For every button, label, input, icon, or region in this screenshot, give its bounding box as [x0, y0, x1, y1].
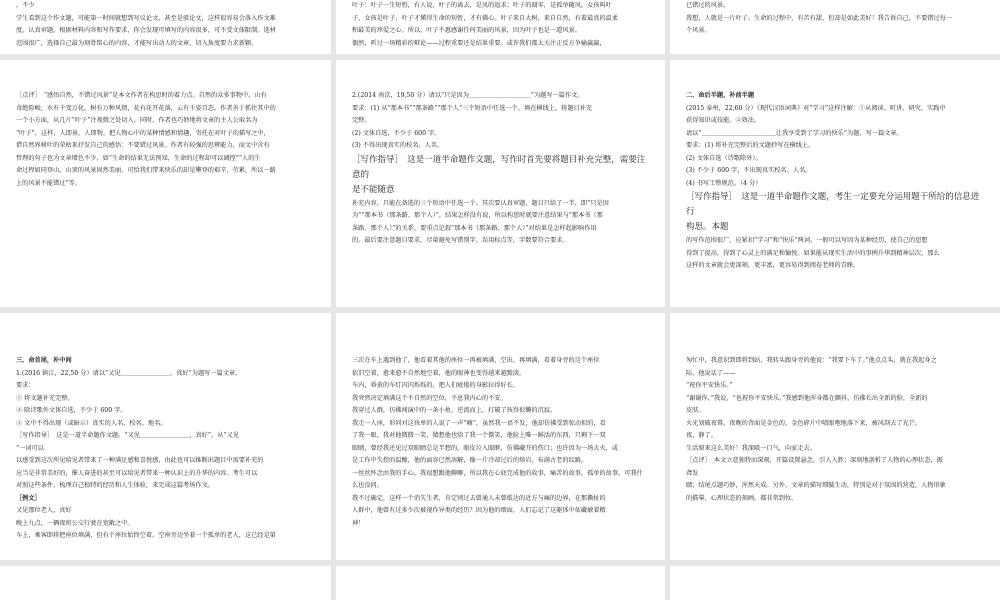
- text-line: 获得知识或技能。②效法。: [686, 117, 761, 124]
- text-line: ［例文］: [16, 494, 41, 502]
- text-line: 为”“那本书（那条路、那个人）”，结果怎样没有说，所以构思时就要注意结果与“那本书（那: [352, 212, 603, 219]
- blank-line: [16, 331, 315, 343]
- text-line: ② 除诗歌外文体自选，不少于 600 字。: [16, 407, 127, 414]
- text-line: 三、命首尾，补中间: [16, 357, 72, 364]
- text-line: (2) 文体自选（诗歌除外）。: [686, 154, 762, 162]
- text-line: 聋发: [686, 469, 699, 477]
- document-page: [670, 566, 1000, 600]
- document-page: [336, 313, 665, 560]
- text-line: 的写作范围很广，应紧扣“学习”和“快乐”两词。一般可以写因为某种经历，使自己的思想: [686, 237, 928, 244]
- document-page: [670, 60, 1000, 307]
- text-line: 得到了提高，得到了心灵上的满足和愉悦。如果能从现实生活中的事例升华到精神层次，那么: [686, 249, 940, 257]
- text-line: 范围很广，选择自己最为刻骨铭心的内容，才能写出动人的文章，切入角度要力求新颖。: [16, 39, 258, 47]
- text-line: 晚上九点，一辆夜班公交行驶在宽敞之中。: [16, 519, 134, 527]
- text-line: 二、命后半题，补前半题: [686, 92, 755, 99]
- text-line: ［点评］ “感悟自然，不错过风景”是本文作者在构思时的着力点。自然的众多事物中，山有: [16, 92, 267, 99]
- text-line: 又见那位老人，真好: [16, 507, 72, 514]
- document-page: [670, 313, 1000, 560]
- text-line: 奇绝险峻，水有千变万化，树有万种风情，花有花开花落，云有千姿百态。作者善于抓住其中的: [16, 104, 276, 112]
- text-line: 上的风景不能错过”等。: [16, 179, 82, 187]
- text-line: ［写作指导］ 这是一道半命题作文题。“又见＿＿＿＿＿＿＿＿，真好”，从“又见: [16, 432, 239, 439]
- text-line: 皮肤。: [686, 407, 705, 414]
- text-line: 命过程如同登山，山顶的风景固然美丽，可恰我们带来快乐的却是攀登的艰辛，劳累，所以一路: [16, 167, 276, 174]
- text-line: 夜，静了。: [686, 432, 717, 439]
- text-line: ”一词可以: [16, 444, 44, 452]
- blank-line: [352, 66, 649, 78]
- document-page: [336, 0, 665, 54]
- document-page: [336, 60, 665, 307]
- text-line: 一个小方面，从几片“叶子”注视微之处切入。同时，作者也巧妙地将文章的主人公取名为: [16, 117, 258, 124]
- text-line: ［写作指导］ 这是一道半命题作文题，考生一定要充分运用题干所给的信息进行: [686, 192, 980, 217]
- text-line: 对照这些条件，梳理自己独特的经历和人生体验，来完成这篇考场作文。: [16, 482, 214, 489]
- text-line: 聩；结尾点题巧妙，浑然天成。另外，文章的描写细腻生动，特别是对于氛围的营造，人物形象: [686, 482, 946, 489]
- text-line: 完整。: [352, 117, 371, 124]
- text-line: (3) 不得出现真实的校名、人名。: [352, 142, 444, 149]
- text-line: 火光划破夜幕，夜晚的背面是金色的，金色碎片中喷眼咆地落下来，被风刮去了光芒。: [686, 419, 922, 427]
- text-line: 了我一眼，我对他微微一笑，猜想他也给了我一个微笑，他脸上唯一鲜活的东西，只剩下一双: [352, 432, 606, 439]
- text-line: 这样的文章就会更深刻，更丰富，更容易得到阅卷老师的青睐。: [686, 262, 860, 269]
- text-line: 生活原来这么美好！我深吸一口气，向家走去。: [686, 444, 816, 452]
- text-line: ① 将文题补充完整。: [16, 394, 74, 402]
- text-line: 人群中，他曾有过多少次被视作异类的经历？因为他的细面，人们忘记了这躯体中依藏敏着精: [352, 507, 606, 514]
- document-page: [0, 60, 331, 307]
- document-page: [0, 313, 331, 560]
- text-line: 偶然，听过一场精彩的辩论——过程重要还是结果重要。或许我们都太关注正反方争输赢赢，: [352, 39, 606, 47]
- text-line: 哲理的句子也为文章增色不少，如“生命的结果无法预知，生命的过程却可以调控”“人的生: [16, 154, 261, 162]
- blank-line: [16, 66, 315, 78]
- text-line: 度。认真审题，根据材料内容和写作要求，你会发现可填写的内容很多，可不受文体限制。选材: [16, 27, 276, 34]
- text-line: 依旧空着，愈来愈不自然地空着，他的眼神也变得越来越黯淡。: [352, 369, 526, 377]
- blank-line: [686, 331, 984, 343]
- text-line: 我不过确定，这样一个消失生者，肯定则过去曾通人未曾抵达的近方与痛的边界，在那撕扯的: [352, 494, 606, 502]
- text-line: 是不能随意: [352, 184, 395, 195]
- text-line: 我穿过人群，仿佛闯演中的一条小鱼，逆流而上，打破了孩得很懒的沉寂。: [352, 407, 557, 414]
- text-line: 借自然界树叶的荣枯来抒发自己的感悟：不要错过风景。作者有较强的思辨能力，而文中含有: [16, 142, 270, 149]
- text-line: ［写作指导］ 这是一道半命题作文题，写作时首先要将题目补充完整，需要注意的: [352, 154, 646, 180]
- text-line: 学生看到这个作文题，可能第一时间就想到写议论文，甚至是驳论文，这样很容易会落入作文难: [16, 14, 276, 22]
- document-page: [0, 0, 331, 54]
- text-line: 际，他说话了——: [686, 369, 736, 377]
- blank-line: [352, 78, 649, 90]
- text-line: 已错过的风景。: [686, 2, 730, 9]
- blank-line: [352, 319, 649, 331]
- blank-line: [352, 343, 649, 355]
- text-line: 叶子：叶子一生短暂，有人说，叶子的离去，是风的追求；叶子的凋零，是孤单随风。女孩叫叶: [352, 2, 612, 9]
- text-line: (2) 文体自选，不少于 600 字。: [352, 129, 441, 137]
- text-line: (4) 书写工整规范。（4 分）: [686, 179, 762, 187]
- text-line: 三次在车上遇到他了，他看着其他的座位一再被填满，空出，再填满，看着身旁的这个座位: [352, 357, 600, 364]
- text-line: 条路、那个人）”的关系，要重点记叙“那本书（那条路、那个人）”对结果是怎样起影响作用: [352, 224, 597, 232]
- text-line: 要求：: [16, 382, 35, 389]
- text-line: 和最美的珍爱之心。所以，叶子不惠感谢任何美丽的风景，因为叶子也是一道风景。: [352, 27, 581, 34]
- blank-line: [352, 331, 649, 343]
- blank-line: [686, 319, 984, 331]
- text-line: 眼睛，曾经我还见过双眼睛总是半想的，眼皮垃入眼眶，仿佛藏开的伤口；也许因为一场大火，或: [352, 444, 619, 452]
- text-line: 应当是非常美好的，催人奋进的甚至可以给见者带来一种认识上的升华的内容。考生可以: [16, 469, 258, 477]
- text-line: 个风景。: [686, 27, 711, 34]
- text-line: 我走一人座，形同对这孩单的人说了一声“嗨”，虽然我一语不发，他却仿佛受到惊动似的，看: [352, 419, 606, 427]
- text-line: “叶子”，这样，人即景，人即物。把人物心中的某种情感和情趣，寄托在对叶子的描写之中，: [16, 129, 270, 137]
- text-line: 是工作中失控的温酸，他的面容已然溶解，像一片冷却过后的熔岩，布满古老的纹路。: [352, 457, 588, 464]
- text-line: 请以“＿＿＿＿＿＿＿＿＿＿＿＿让我享受到了学习的快乐”为题，写一篇文章。: [686, 129, 903, 137]
- text-line: 要求：(1) 从“那本书”“那条路”“那个人”三个短语中任选一个，填在横线上，将题目补充: [352, 104, 593, 112]
- blank-line: [16, 343, 315, 355]
- text-line: ③ 文中不得出现（或暗示）真实的人名、校名、地名。: [16, 419, 167, 427]
- blank-line: [16, 78, 315, 90]
- text-line: 的。最后要注意题目要求，尽量避免写错别字、误用标点等，字数要符合要求。: [352, 237, 569, 244]
- text-line: 补充内容，只能在备选的三个短语中任选一个。其次要认真审题，题目只给了一半，即“只是因: [352, 199, 609, 207]
- text-line: 构思。本题: [686, 222, 729, 232]
- text-line: 我想，人就是一片叶子。生命的过程中，有苦有甜，但却是如此美好！我告诉自己，不要错过每一: [686, 14, 953, 22]
- text-line: (3) 不少于 600 字，不出现真实校名、人名。: [686, 167, 812, 174]
- text-line: 1.(2016 镇江，22,50 分）请以“又见＿＿＿＿＿＿＿＿，真好”为题写一篇文章。: [16, 369, 242, 377]
- text-line: (2015 泰州，22,60 分）《现代汉语词典》对“学习”这样注解：①从阅读、听讲、研究、实践中: [686, 104, 946, 112]
- text-line: 么也没问。: [352, 482, 383, 489]
- text-line: ，不少: [16, 2, 35, 9]
- text-line: 子，女孩是叶子，叶子才懂得生命的短暂，才有佛心。叶子来自大树，来自自然，有着最真的温柔: [352, 14, 619, 22]
- blank-line: [686, 66, 984, 78]
- text-line: 神！: [352, 519, 365, 527]
- text-line: 匆忙中，我意识到即将到站，我转头跟身旁的他说：“我要下车了。”他点点头，就在我起身之: [686, 357, 937, 364]
- text-line: 以感受到这次所见给见者带来了一种满足感和喜悦感，由此也可以推断出题目中需要补充的: [16, 457, 264, 464]
- text-line: 要求：(1) 将补充完整后的文题抄写在横线上。: [686, 142, 815, 149]
- blank-line: [686, 78, 984, 90]
- text-line: 我突然决定填满这个不自然的空位，平息我内心的不安。: [352, 394, 507, 402]
- document-page: [670, 0, 1000, 54]
- text-line: “谢谢你，”我说，“也祝你平安快乐。”我感到他浑身都在颤抖，仿佛长出全新的脸，全新的: [686, 394, 928, 402]
- blank-line: [686, 343, 984, 355]
- blank-line: [16, 319, 315, 331]
- text-line: 一丝丝怀念由我的手心，我很想跟他聊聊，所以我在心底完成他的故事，痛苦的故事，孤单的故事，可我什: [352, 469, 643, 477]
- text-line: 的描摹、心理状态的刻画，都非常到位。: [686, 494, 798, 502]
- text-line: 2.(2014 南京，19,50 分）请以“只是因为＿＿＿＿＿＿＿＿＿＿”为题写一篇作文。: [352, 92, 584, 99]
- text-line: “祝你平安快乐。”: [686, 382, 733, 389]
- text-line: 车内，昏黄的车灯闪闪烁烁的，把人们疲倦的身影拉得好长。: [352, 382, 520, 389]
- document-page: [336, 566, 665, 600]
- document-page: [0, 566, 331, 600]
- text-line: 车上，乘客即将把座位填满，但有个座位始终空着。空座旁边坐着一个孤单的老人，这已经是第: [16, 532, 276, 539]
- text-line: ［点评］ 本文立意独特而深刻，开篇设置悬念，引人入胜；深刻地剖析了人物的心理状态，振: [686, 457, 943, 464]
